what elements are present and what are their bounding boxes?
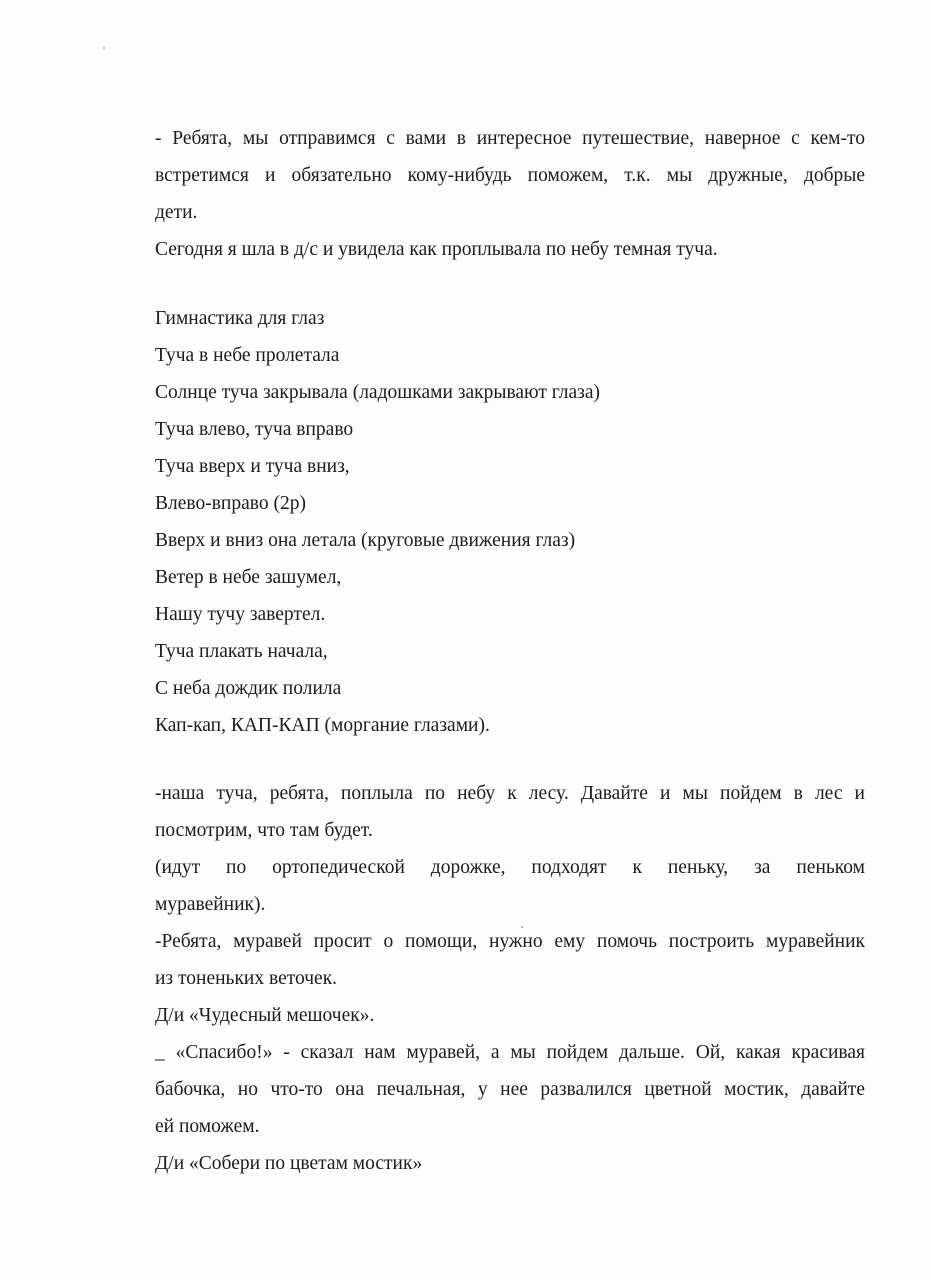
intro-paragraph: [155, 120, 865, 268]
forest-line: бабочка, но что-то она печальная, у нее развалился цветной мостик, давайте: [155, 1079, 865, 1100]
forest-line: ей поможем.: [155, 1116, 260, 1137]
intro-line: - Ребята, мы отправимся с вами в интересное путешествие, наверное с кем-то: [155, 128, 865, 149]
poem-line: Туча вверх и туча вниз,: [155, 456, 350, 477]
poem-line: Солнце туча закрывала (ладошками закрывают глаза): [155, 382, 600, 403]
poem-line: Ветер в небе зашумел,: [155, 567, 342, 588]
forest-line: посмотрим, что там будет.: [155, 820, 373, 841]
forest-paragraph: [155, 775, 865, 1182]
forest-line: _ «Спасибо!» - сказал нам муравей, а мы пойдем дальше. Ой, какая красивая: [155, 1042, 865, 1063]
eye-gymnastics-poem: [155, 300, 865, 744]
forest-line: (идут по ортопедической дорожке, подходят к пеньку, за пеньком: [155, 857, 865, 878]
game-title-line: Д/и «Собери по цветам мостик»: [155, 1153, 423, 1174]
poem-line: Влево-вправо (2р): [155, 493, 306, 514]
intro-line: встретимся и обязательно кому-нибудь поможем, т.к. мы дружные, добрые: [155, 165, 865, 186]
poem-title: Гимнастика для глаз: [155, 308, 325, 329]
intro-line: Сегодня я шла в д/с и увидела как проплывала по небу темная туча.: [155, 239, 718, 260]
forest-line: муравейник).: [155, 894, 266, 915]
poem-line: Кап-кап, КАП-КАП (моргание глазами).: [155, 715, 490, 736]
forest-line: из тоненьких веточек.: [155, 968, 338, 989]
poem-line: С неба дождик полила: [155, 678, 342, 699]
poem-line: Вверх и вниз она летала (круговые движения глаз): [155, 530, 576, 551]
poem-line: Туча плакать начала,: [155, 641, 328, 662]
scan-speck: [103, 47, 105, 49]
forest-line: -Ребята, муравей просит о помощи, нужно ему помочь построить муравейник: [155, 931, 865, 952]
game-title-line: Д/и «Чудесный мешочек».: [155, 1005, 375, 1026]
intro-line: дети.: [155, 202, 198, 223]
poem-line: Туча в небе пролетала: [155, 345, 340, 366]
poem-line: Нашу тучу завертел.: [155, 604, 326, 625]
poem-line: Туча влево, туча вправо: [155, 419, 354, 440]
forest-line: -наша туча, ребята, поплыла по небу к лесу. Давайте и мы пойдем в лес и: [155, 783, 865, 804]
